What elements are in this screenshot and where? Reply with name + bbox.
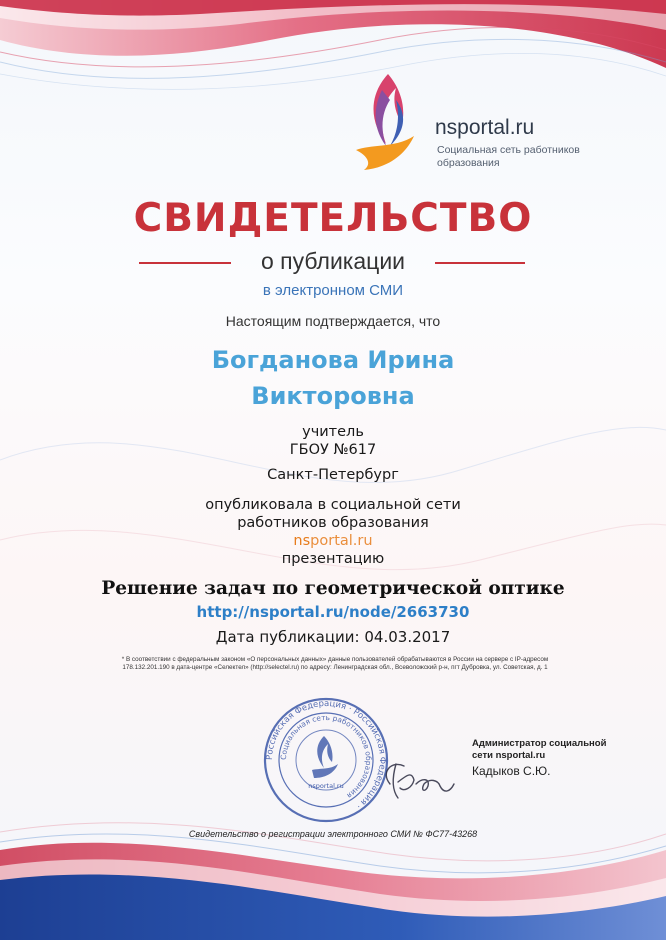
footnote-line1: * В соответствии с федеральным законом «О персональных данных» данные пользователей обрабатываются в России на сервере с IP-адресом — [121, 656, 549, 663]
published-text-line1: опубликовала в социальной сети — [205, 497, 461, 513]
site-name-rest: portal.ru — [310, 533, 373, 549]
certificate-subtitle-media: в электронном СМИ — [262, 282, 404, 299]
person-name-line2: Викторовна — [251, 382, 415, 410]
material-type: презентацию — [281, 551, 385, 567]
admin-name: Кадыков С.Ю. — [472, 764, 551, 778]
footnote-line2: 178.132.201.190 в дата-центре «Селектел» (http://selectel.ru) по адресу: Ленинградская обл., Всеволожский р-н, пгт Дубровка, ул. Советская, д. 1 — [122, 664, 548, 671]
work-link[interactable]: http://nsportal.ru/node/2663730 — [196, 603, 470, 621]
admin-role-line2: сети nsportal.ru — [472, 750, 546, 761]
person-city: Санкт-Петербург — [267, 467, 399, 483]
person-organization: ГБОУ №617 — [289, 442, 377, 458]
official-stamp — [262, 696, 390, 824]
site-name — [0, 532, 666, 550]
stamp-center-label: nsportal.ru — [308, 782, 344, 790]
site-name-prefix: ns — [293, 533, 311, 549]
handwritten-signature — [378, 754, 468, 810]
brand-tagline — [437, 144, 607, 170]
publication-date: Дата публикации: 04.03.2017 — [215, 628, 451, 646]
admin-role-line1: Администратор социальной — [472, 738, 607, 749]
brand-tagline-line2: образования — [437, 157, 500, 169]
person-position: учитель — [302, 424, 364, 440]
person-name — [0, 342, 666, 414]
published-text-line2: работников образования — [237, 515, 429, 531]
admin-role — [472, 738, 622, 762]
brand-tagline-line1: Социальная сеть работников — [437, 144, 580, 156]
footnote — [80, 656, 590, 672]
nsportal-flame-logo-icon — [352, 70, 428, 174]
brand-name: nsportal.ru — [435, 116, 535, 139]
stamp-outer-text: Российская Федерация · Российская Федерация · — [264, 698, 388, 811]
work-title: Решение задач по геометрической оптике — [101, 578, 565, 599]
confirmation-text: Настоящим подтверждается, что — [225, 313, 441, 329]
certificate-title: СВИДЕТЕЛЬСТВО — [133, 196, 533, 241]
stamp-ring-text: Социальная сеть работников образования — [278, 712, 374, 801]
person-name-line1: Богданова Ирина — [211, 346, 455, 374]
certificate-subtitle: о публикации — [260, 248, 406, 274]
registration-number: Свидетельство о регистрации электронного СМИ № ФС77-43268 — [188, 829, 478, 839]
